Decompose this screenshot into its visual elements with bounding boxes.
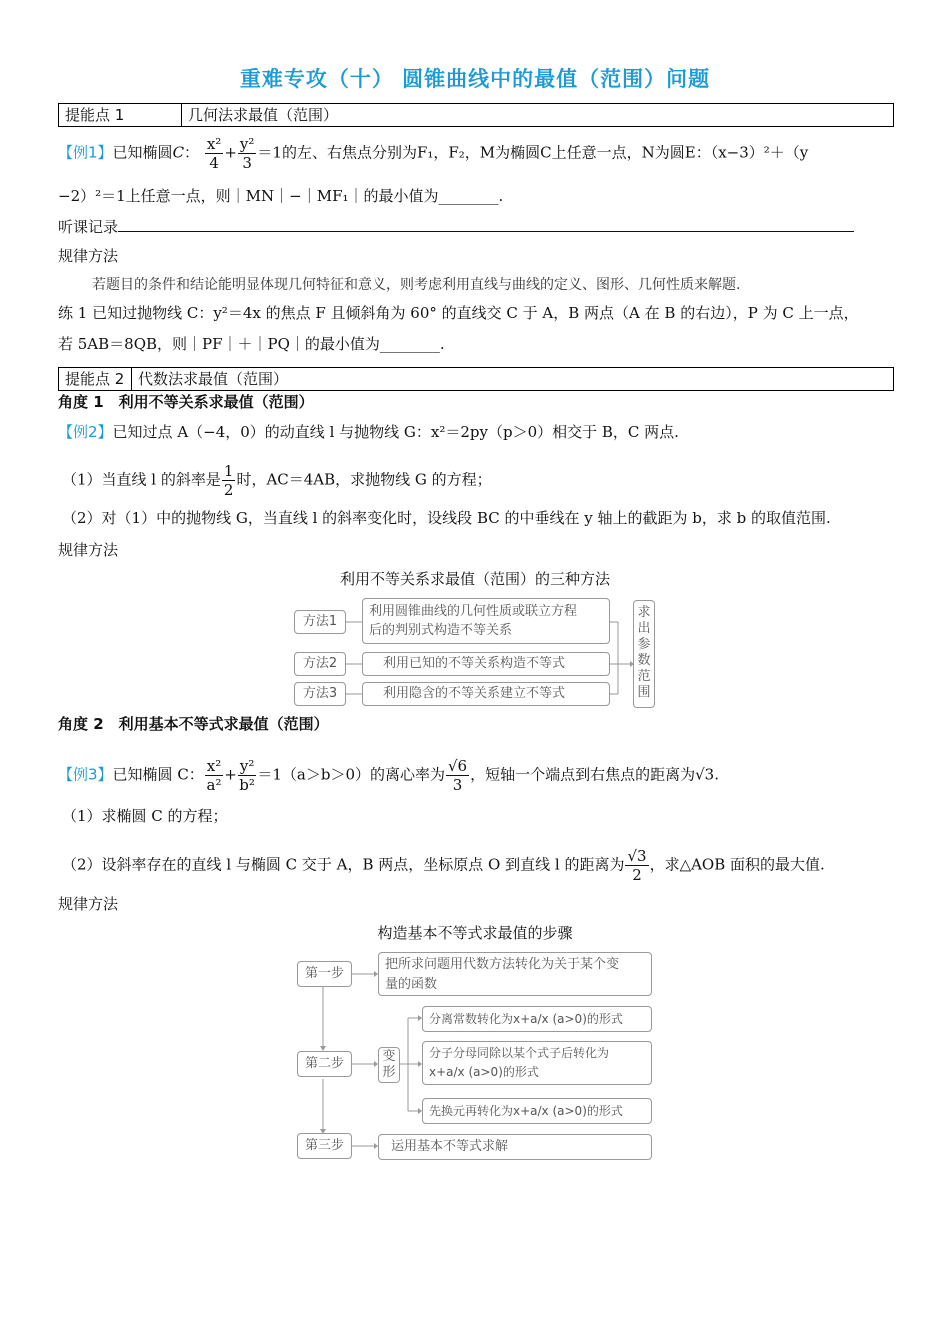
section-label: 提能点 2: [59, 368, 132, 390]
fraction-slope: [222, 462, 236, 499]
num: x²: [206, 135, 222, 153]
num: √3: [627, 847, 647, 865]
example-2-q2: （2）对（1）中的抛物线 G，当直线 l 的斜率变化时，设线段 BC 的中垂线在 y 轴上的截距为 b，求 b 的取值范围.: [62, 509, 831, 527]
angle-2: 角度 2 利用基本不等式求最值（范围）: [58, 715, 329, 733]
section-name: 代数法求最值（范围）: [138, 370, 289, 388]
line: x+a/x (a>0)的形式: [429, 1065, 539, 1079]
text: 已知过点 A（−4，0）的动直线 l 与抛物线 G：x²＝2py（p＞0）相交于 B，C 两点.: [112, 423, 679, 441]
text: 已知椭圆 C：: [112, 765, 204, 784]
angle-1: 角度 1 利用不等关系求最值（范围）: [58, 393, 314, 411]
example-3-q2: [62, 847, 825, 884]
text: 时，AC＝4AB，求抛物线 G 的方程；: [236, 470, 492, 489]
transform-1-desc: 分离常数转化为x+a/x (a>0)的形式: [422, 1006, 652, 1032]
transform-box: 变形: [378, 1047, 400, 1083]
example-3: 【例3】已知椭圆 C： $\frac{\text{x²}}{\text{a²}}$ + $\frac{\text{y²}}{\text{b²}}$ ＝1（a＞b＞0）的离心率为 $\frac{√6}{3}$ ，短轴一个端点到右焦点的距离为√3.: [58, 757, 719, 794]
example-3-q1: （1）求椭圆 C 的方程；: [62, 807, 228, 825]
fraction-distance: [625, 847, 648, 884]
rule-text-1: 若题目的条件和结论能明显体现几何特征和意义，则考虑利用直线与曲线的定义、图形、几何性质来解题.: [92, 277, 741, 293]
fraction-y: [238, 757, 257, 794]
transform-3-desc: 先换元再转化为x+a/x (a>0)的形式: [422, 1098, 652, 1124]
notes-line[interactable]: [118, 231, 854, 232]
rule-label-3: 规律方法: [58, 895, 119, 913]
section-header-2: [58, 367, 894, 391]
practice-1-line2: 若 5AB＝8QB，则｜PF｜＋｜PQ｜的最小值为________.: [58, 335, 445, 353]
step-1-desc: [378, 952, 652, 996]
rule-label-1: 规律方法: [58, 247, 119, 265]
den: 3: [452, 776, 463, 794]
text: ＝1（a＞b＞0）的离心率为: [257, 765, 445, 784]
text: ，短轴一个端点到右焦点的距离为√3.: [470, 765, 719, 784]
example-1: [58, 135, 808, 172]
notes-label: [58, 216, 854, 238]
method-3-desc: 利用隐含的不等关系建立不等式: [362, 682, 610, 706]
num: 1: [223, 462, 234, 480]
text: ＝1的左、右焦点分别为F₁，F₂，M为椭圆C上任意一点，N为圆E：（x−3）²＋（y: [257, 143, 809, 162]
fraction-eccentricity: [446, 757, 469, 794]
diagram-2-title: 构造基本不等式求最值的步骤: [377, 924, 573, 942]
diagram-1-title: 利用不等关系求最值（范围）的三种方法: [339, 570, 610, 588]
num: √6: [448, 757, 468, 775]
text: ：: [184, 143, 200, 162]
line: 量的函数: [385, 977, 438, 992]
step-1-box: 第一步: [297, 961, 352, 987]
method-2-desc: 利用已知的不等关系构造不等式: [362, 652, 610, 676]
example-tag: 【例3】: [58, 765, 113, 784]
plus: +: [224, 143, 237, 162]
den: 2: [223, 481, 234, 499]
den: 2: [632, 866, 642, 884]
text: （2）设斜率存在的直线 l 与椭圆 C 交于 A，B 两点，坐标原点 O 到直线 l 的距离为: [62, 855, 625, 874]
example-1-line2: −2）²＝1上任意一点，则｜MN｜−｜MF₁｜的最小值为________.: [58, 187, 504, 205]
fraction-x: [205, 757, 223, 794]
rule-label-2: 规律方法: [58, 541, 119, 559]
num: y²: [239, 135, 255, 153]
method-1-box: 方法1: [294, 610, 346, 634]
method-1-desc: [362, 598, 610, 644]
num: y²: [239, 757, 255, 775]
den: a²: [206, 776, 222, 794]
step-3-desc: 运用基本不等式求解: [378, 1134, 652, 1160]
line: 利用圆锥曲线的几何性质或联立方程: [369, 604, 578, 619]
example-tag: 【例2】: [58, 423, 113, 441]
line: 后的判别式构造不等关系: [369, 623, 513, 638]
method-2-box: 方法2: [294, 652, 346, 676]
section-header-1: [58, 103, 894, 127]
example-2-q1: [62, 462, 492, 499]
text: （1）当直线 l 的斜率是: [62, 470, 221, 489]
result-box: 求出参数范围: [633, 600, 655, 708]
notes-text: 听课记录: [58, 218, 119, 236]
line: 把所求问题用代数方法转化为关于某个变: [385, 957, 620, 972]
example-2: [58, 421, 679, 443]
step-2-box: 第二步: [297, 1051, 352, 1077]
transform-2-desc: [422, 1041, 652, 1085]
fraction-x: [205, 135, 223, 172]
den: b²: [239, 776, 255, 794]
num: x²: [206, 757, 222, 775]
page-title: 重难专攻（十） 圆锥曲线中的最值（范围）问题: [239, 67, 711, 91]
var: C: [172, 143, 185, 162]
den: 3: [242, 154, 252, 172]
method-3-box: 方法3: [294, 682, 346, 706]
practice-1: 练 1 已知过抛物线 C：y²＝4x 的焦点 F 且倾斜角为 60° 的直线交 C 于 A，B 两点（A 在 B 的右边），P 为 C 上一点，: [58, 304, 859, 322]
line: 分子分母同除以某个式子后转化为: [429, 1046, 610, 1060]
text: ，求△AOB 面积的最大值.: [649, 855, 825, 874]
step-3-box: 第三步: [297, 1133, 352, 1159]
fraction-y: [238, 135, 257, 172]
text: 已知椭圆: [112, 143, 173, 162]
example-tag: 【例1】: [58, 143, 113, 162]
section-name: 几何法求最值（范围）: [188, 106, 339, 124]
section-label: 提能点 1: [59, 104, 182, 126]
den: 4: [209, 154, 219, 172]
